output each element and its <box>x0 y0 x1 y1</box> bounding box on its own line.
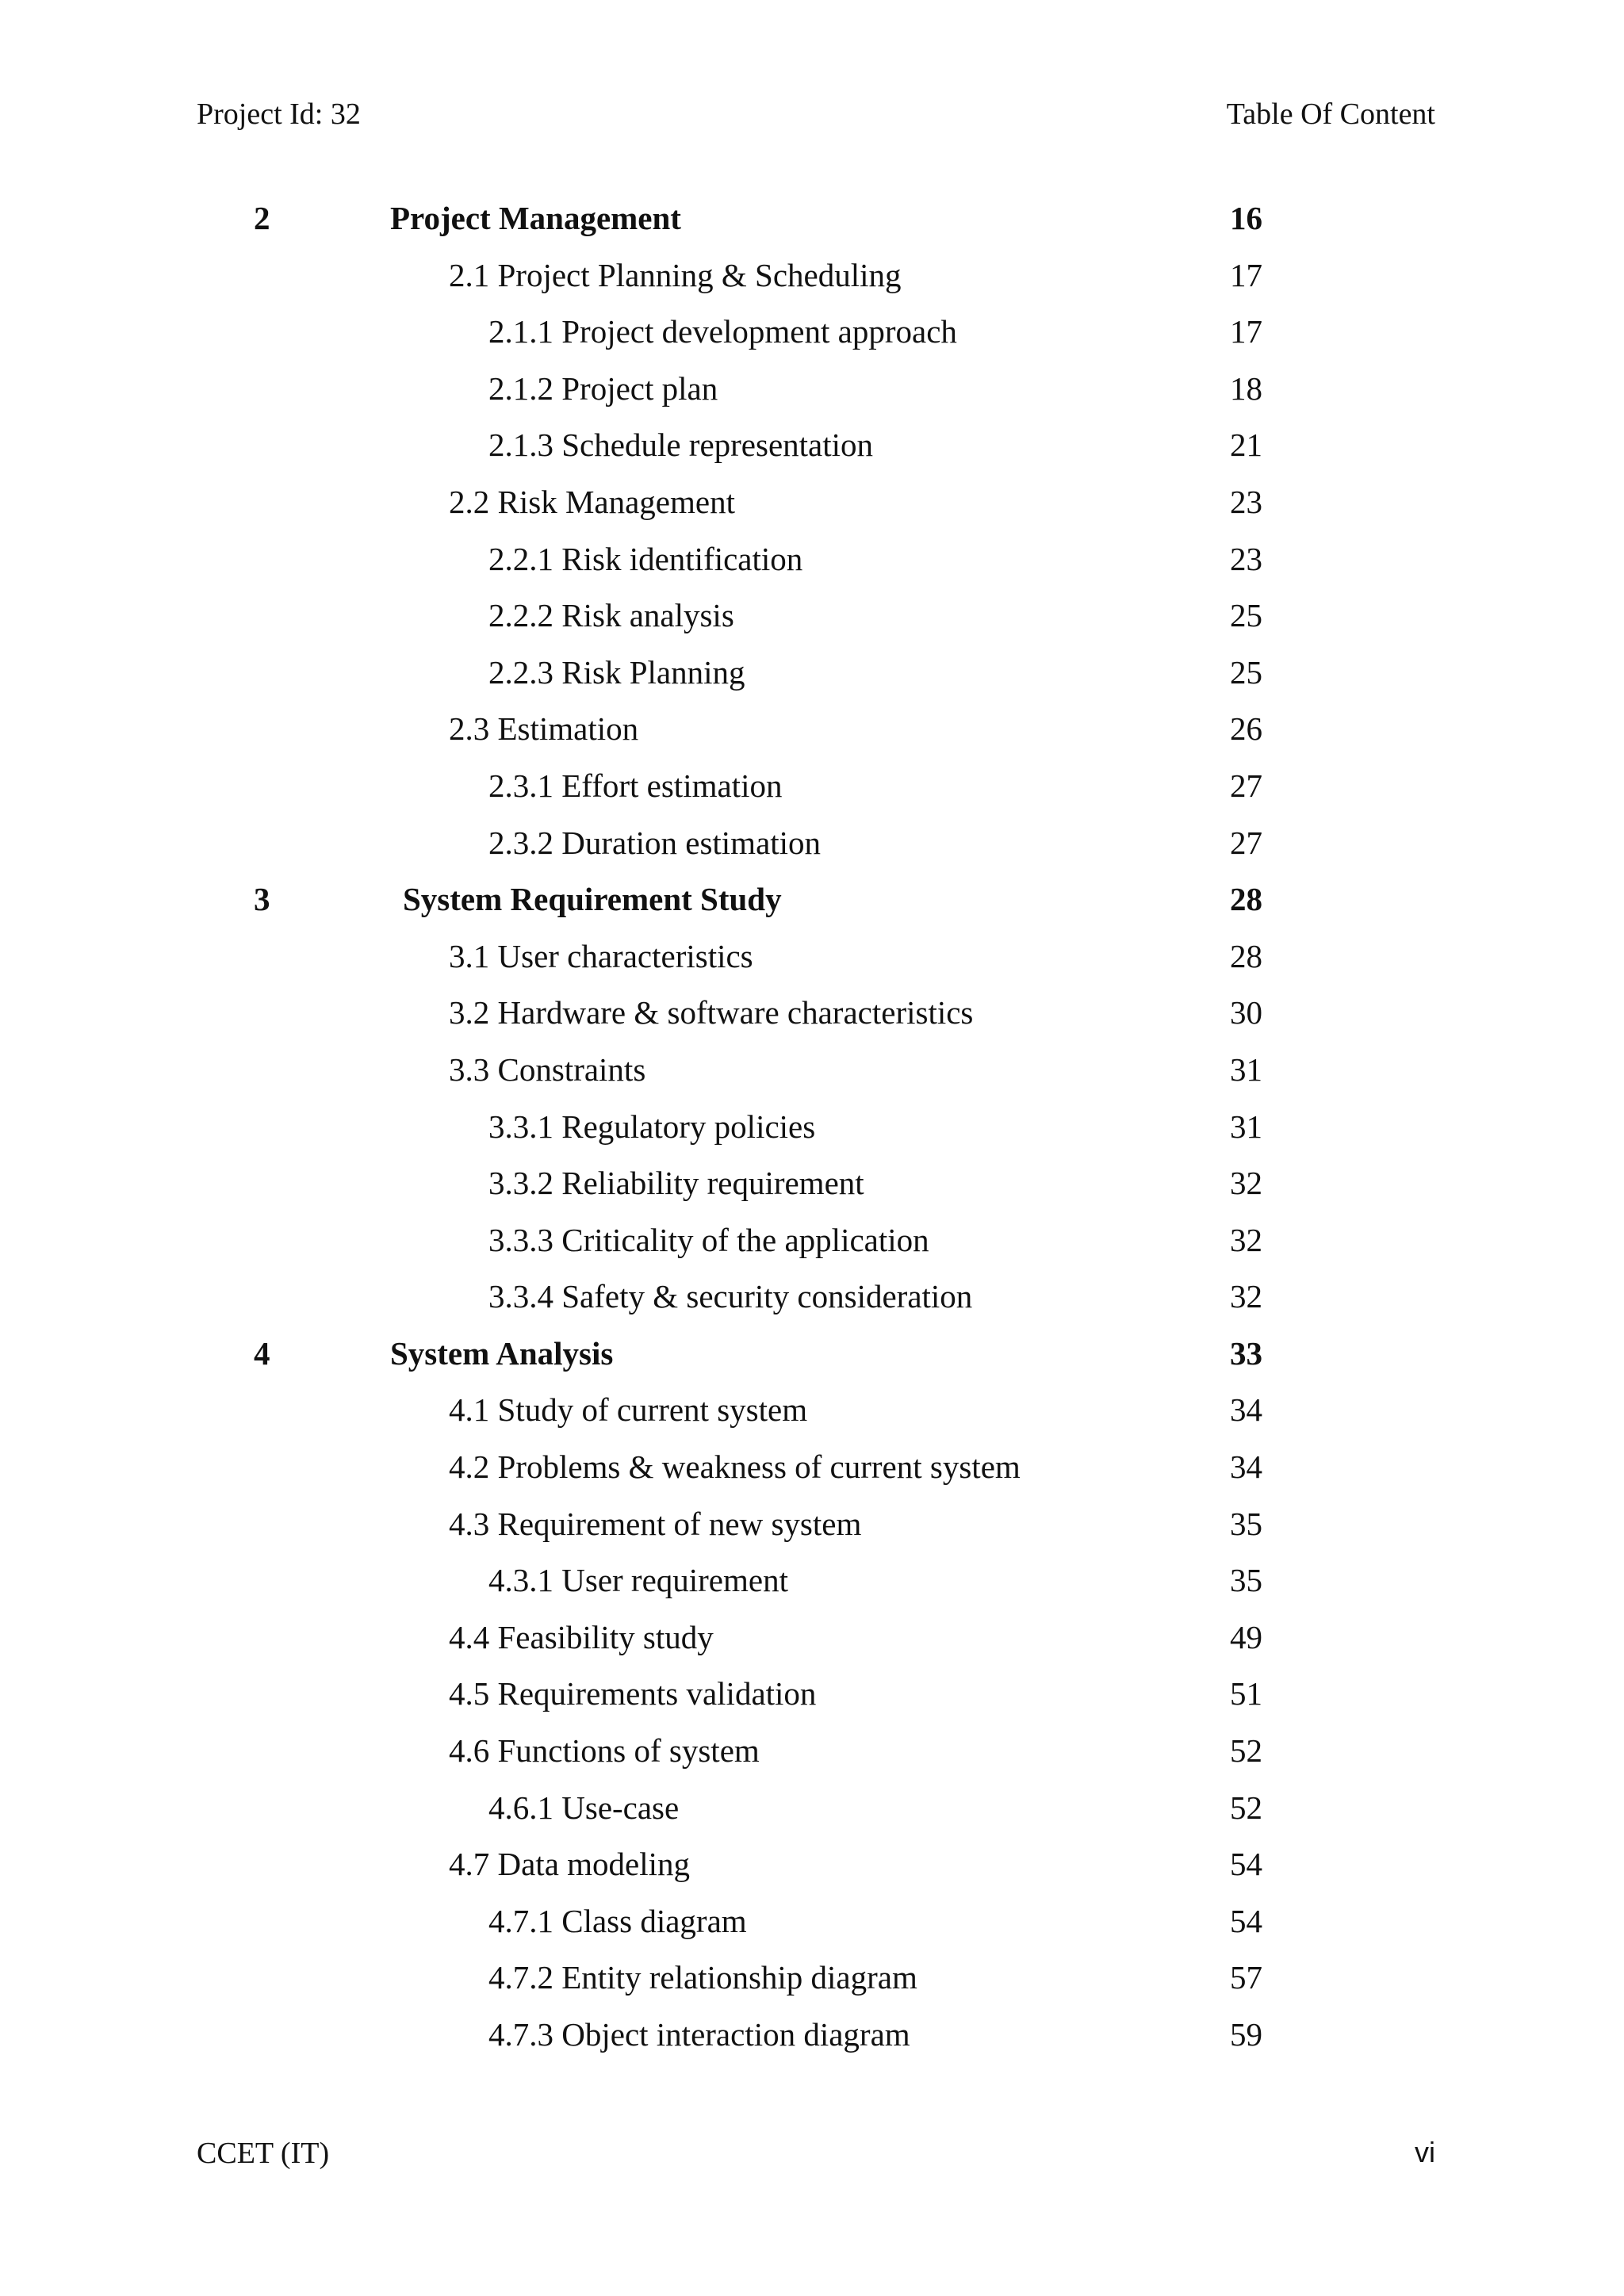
toc-page-number: 25 <box>1230 653 1262 691</box>
toc-entry-title: 4.4 Feasibility study <box>449 1618 714 1655</box>
toc-entry-row <box>0 707 1624 764</box>
toc-page-number: 54 <box>1230 1846 1262 1883</box>
toc-entry-row <box>0 1388 1624 1445</box>
toc-page-number: 18 <box>1230 369 1262 407</box>
toc-entry-row <box>0 1616 1624 1673</box>
toc-entry-title: 3.3.1 Regulatory policies <box>488 1108 816 1145</box>
toc-entry-row <box>0 1275 1624 1332</box>
toc-page-number: 52 <box>1230 1732 1262 1770</box>
toc-entry-title: 3.3.3 Criticality of the application <box>488 1221 929 1258</box>
toc-page-number: 27 <box>1230 824 1262 861</box>
toc-page-number: 23 <box>1230 483 1262 520</box>
toc-page-number: 35 <box>1230 1562 1262 1599</box>
toc-entry-row <box>0 1956 1624 2013</box>
footer-page-number: vi <box>1415 2136 1435 2168</box>
toc-page-number: 52 <box>1230 1789 1262 1826</box>
toc-entry-title: 4.7 Data modeling <box>449 1846 691 1883</box>
toc-entry-title: 2.2.1 Risk identification <box>488 540 803 577</box>
toc-entry-row <box>0 1105 1624 1162</box>
toc-entry-row <box>0 1900 1624 1957</box>
toc-page-number: 32 <box>1230 1278 1262 1315</box>
toc-page-number: 28 <box>1230 937 1262 974</box>
toc-page-number: 31 <box>1230 1050 1262 1088</box>
toc-entry-title: 2.3.1 Effort estimation <box>488 767 783 804</box>
toc-entry-row <box>0 2013 1624 2070</box>
toc-page-number: 16 <box>1230 200 1262 236</box>
toc-entry-title: System Analysis <box>390 1334 614 1372</box>
toc-entry-title: 3.3 Constraints <box>449 1050 646 1088</box>
toc-entry-row <box>0 1048 1624 1105</box>
toc-entry-row <box>0 1729 1624 1786</box>
toc-entry-row <box>0 367 1624 424</box>
toc-page-number: 26 <box>1230 710 1262 748</box>
toc-entry-row <box>0 254 1624 311</box>
table-of-contents <box>0 197 1624 2070</box>
toc-chapter-row <box>0 1332 1624 1389</box>
toc-page-number: 57 <box>1230 1959 1262 1996</box>
toc-entry-title: 4.7.3 Object interaction diagram <box>488 2016 910 2053</box>
toc-entry-row <box>0 1672 1624 1729</box>
toc-entry-title: 3.2 Hardware & software characteristics <box>449 994 974 1031</box>
toc-entry-title: 2.1 Project Planning & Scheduling <box>449 256 902 293</box>
toc-entry-title: 4.7.1 Class diagram <box>488 1902 747 1939</box>
toc-page-number: 33 <box>1230 1334 1262 1372</box>
toc-entry-row <box>0 538 1624 595</box>
toc-entry-title: 4.7.2 Entity relationship diagram <box>488 1959 917 1996</box>
toc-page-number: 34 <box>1230 1391 1262 1429</box>
toc-entry-title: 4.5 Requirements validation <box>449 1675 817 1712</box>
toc-page-number: 27 <box>1230 767 1262 804</box>
toc-entry-row <box>0 1559 1624 1616</box>
toc-entry-title: 2.3.2 Duration estimation <box>488 824 822 861</box>
toc-page-number: 59 <box>1230 2016 1262 2053</box>
toc-page-number: 34 <box>1230 1448 1262 1486</box>
toc-entry-title: 4.2 Problems & weakness of current system <box>449 1448 1021 1486</box>
toc-chapter-number: 2 <box>254 200 270 236</box>
toc-page-number: 32 <box>1230 1221 1262 1258</box>
toc-entry-row <box>0 821 1624 878</box>
toc-entry-title: 3.3.4 Safety & security consideration <box>488 1278 973 1315</box>
toc-entry-row <box>0 764 1624 821</box>
toc-chapter-row <box>0 197 1624 254</box>
toc-entry-row <box>0 1786 1624 1843</box>
toc-entry-title: 3.3.2 Reliability requirement <box>488 1165 864 1202</box>
toc-entry-title: 2.1.2 Project plan <box>488 369 718 407</box>
toc-page-number: 28 <box>1230 881 1262 918</box>
toc-entry-row <box>0 651 1624 708</box>
toc-page-number: 49 <box>1230 1618 1262 1655</box>
toc-entry-title: 2.2 Risk Management <box>449 483 735 520</box>
toc-entry-title: 4.3.1 User requirement <box>488 1562 788 1599</box>
toc-entry-title: 3.1 User characteristics <box>449 937 753 974</box>
toc-entry-row <box>0 1219 1624 1276</box>
toc-entry-row <box>0 1843 1624 1900</box>
toc-entry-title: 2.3 Estimation <box>449 710 639 748</box>
toc-chapter-number: 3 <box>254 881 270 918</box>
toc-entry-row <box>0 480 1624 538</box>
toc-page-number: 32 <box>1230 1165 1262 1202</box>
toc-page-number: 17 <box>1230 313 1262 350</box>
footer-institution: CCET (IT) <box>197 2137 330 2170</box>
toc-page-number: 31 <box>1230 1108 1262 1145</box>
toc-page-number: 17 <box>1230 256 1262 293</box>
toc-entry-title: 2.1.1 Project development approach <box>488 313 957 350</box>
toc-entry-row <box>0 1445 1624 1502</box>
toc-chapter-number: 4 <box>254 1334 270 1372</box>
toc-entry-row <box>0 310 1624 367</box>
toc-entry-title: System Requirement Study <box>403 881 782 918</box>
toc-chapter-row <box>0 878 1624 935</box>
toc-page-number: 21 <box>1230 427 1262 464</box>
toc-entry-title: 4.3 Requirement of new system <box>449 1505 862 1542</box>
toc-entry-row <box>0 935 1624 992</box>
toc-page-number: 30 <box>1230 994 1262 1031</box>
toc-page-number: 54 <box>1230 1902 1262 1939</box>
toc-entry-title: 2.2.3 Risk Planning <box>488 653 745 691</box>
toc-entry-title: Project Management <box>390 200 681 236</box>
toc-entry-row <box>0 423 1624 480</box>
toc-entry-title: 4.6 Functions of system <box>449 1732 760 1770</box>
toc-entry-row <box>0 1502 1624 1559</box>
toc-page-number: 23 <box>1230 540 1262 577</box>
toc-entry-title: 2.2.2 Risk analysis <box>488 597 734 634</box>
toc-entry-row <box>0 991 1624 1048</box>
toc-entry-row <box>0 1161 1624 1219</box>
toc-page-number: 25 <box>1230 597 1262 634</box>
toc-page-number: 35 <box>1230 1505 1262 1542</box>
toc-page-number: 51 <box>1230 1675 1262 1712</box>
toc-entry-title: 4.6.1 Use-case <box>488 1789 680 1826</box>
toc-entry-title: 2.1.3 Schedule representation <box>488 427 874 464</box>
toc-entry-title: 4.1 Study of current system <box>449 1391 808 1429</box>
header-section-title: Table Of Content <box>1226 98 1435 131</box>
header-project-id: Project Id: 32 <box>197 98 361 131</box>
toc-entry-row <box>0 594 1624 651</box>
